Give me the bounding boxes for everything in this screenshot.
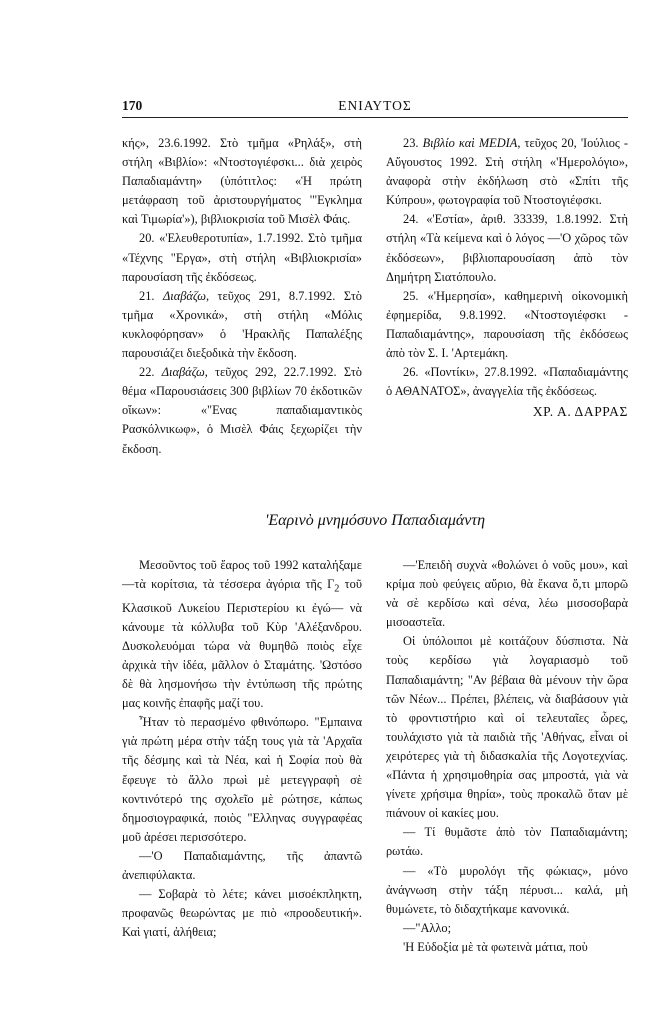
- entry-number: 21.: [139, 288, 163, 303]
- paragraph: 'Η Εὐδοξία μὲ τὰ φωτεινὰ μάτια, ποὺ: [403, 939, 588, 954]
- bibliography-entry: [122, 363, 362, 458]
- paragraph-text: Μεσοῦντος τοῦ ἔαρος τοῦ 1992 καταλήξαμε —τὰ κορίτσια, τὰ τέσσερα ἀγόρια τῆς: [122, 558, 362, 592]
- header-rule: [122, 117, 628, 118]
- author-signature: ΧΡ. Α. ΔΑΡΡΑΣ: [532, 404, 628, 419]
- entry-text: , τεῦχος 20, 'Ιούλιος - Αὔγουστος 1992. Στὴ στήλη «'Ημερολόγιο», ἀναφορὰ στὴν ἐκδήλωση στὸ «Σπίτι τῆς Κύπρου», φωτογραφία τοῦ Ντοστογιέφσκι.: [386, 136, 629, 208]
- publication-title: Διαβάζω: [163, 288, 206, 303]
- article-column-right: [386, 556, 628, 957]
- entry-text: , τεῦχος 292, 22.7.1992. Στὸ θέμα «Παρουσιάσεις 300 βιβλίων 70 ἐκδοτικῶν οἴκων»: «"Ενας παπαδιαμαντικὸς Ρασκόλνικωφ», ὁ Μισὲλ Φάις ξεχωρίζει τὴν ἔκδοση.: [122, 365, 362, 456]
- bibliography-column-right: [386, 134, 628, 401]
- class-subscript: 2: [334, 583, 340, 595]
- paragraph: Ἦταν τὸ περασμένο φθινόπωρο. "Εμπαινα γιὰ πρώτη μέρα στὴν τάξη τους γιὰ τὰ 'Αρχαῖα τῆς δέσμης καὶ τὰ Νέα, καὶ ἡ Σοφία ποὺ θὰ ἔφευγε τὸ ἄλλο πρωὶ μὲ μετεγγραφὴ σὲ κοντινότερό της σχολεῖο μὲ ρώτησε, κάπως δημοσιογραφικά, ποιὸς "Ελληνας συγγραφέας μοῦ ἀρέσει περισσότερο.: [122, 715, 362, 844]
- publication-title: Βιβλίο καὶ MEDIA: [422, 136, 518, 150]
- paragraph: —"Αλλο;: [403, 920, 452, 935]
- paragraph: [122, 556, 362, 713]
- publication-title: Διαβάζω: [161, 365, 205, 380]
- paragraph: — «Τὸ μυρολόγι τῆς φώκιας», μόνο ἀνάγνωση στὴν τάξη πέρυσι... καλά, μὴ θυμώνετε, τὸ διδαχτήκαμε κανονικά.: [386, 863, 628, 916]
- running-header: [122, 98, 628, 118]
- paragraph: — Σοβαρὰ τὸ λέτε; κάνει μισοέκπληκτη, προφανῶς θεωρώντας με πιὸ «προοδευτική». Καὶ γιατί, ἀλήθεια;: [122, 887, 362, 940]
- bibliography-entry: κής», 23.6.1992. Στὸ τμῆμα «Ρηλάξ», στὴ στήλη «Βιβλίο»: «Ντοστογιέφσκι... διὰ χειρὸς Παπαδιαμάντη» (ὑπότιτλος: «Ἡ πρώτη μετάφραση τοῦ ἀριστουργήματος '"Εγκλημα καὶ Τιμωρία'»), βιβλιοκρισία τοῦ Μισὲλ Φάις.: [122, 136, 362, 227]
- bibliography-entry: 26. «Ποντίκι», 27.8.1992. «Παπαδιαμάντης ὁ ΑΘΑΝΑΤΟΣ», ἀναγγελία τῆς ἐκδόσεως.: [386, 365, 628, 399]
- class-name: Γ: [327, 577, 335, 592]
- entry-text: , τεῦχος 291, 8.7.1992. Στὸ τμῆμα «Χρονικά», στὴ στήλη «Μόλις κυκλοφόρησαν» ὁ 'Ηρακλῆς Παπαλέξης παρουσιάζει διεξοδικὰ τὴν ἔκδοση.: [122, 288, 362, 361]
- bibliography-entry: [386, 134, 628, 210]
- paragraph: — Τί θυμᾶστε ἀπὸ τὸν Παπαδιαμάντη; ρωτάω.: [386, 825, 628, 859]
- page-number: 170: [122, 98, 143, 113]
- paragraph: —'Επειδὴ συχνὰ «θολώνει ὁ νοῦς μου», καὶ κρίμα ποὺ φεύγεις αὔριο, θὰ ἔκανα ὅ,τι μπορῶ νὰ σὲ κερδίσω καὶ σένα, λέω μισοσοβαρὰ μισοαστεῖα.: [386, 558, 628, 630]
- bibliography-column-left: [122, 134, 362, 459]
- bibliography-entry: [122, 287, 362, 363]
- bibliography-entry: 25. «'Ημερησία», καθημερινὴ οἰκονομικὴ ἐφημερίδα, 9.8.1992. «Ντοστογιέφσκι - Παπαδιαμάντης», παρουσίαση τῆς ἐκδόσεως ἀπὸ τὸν Σ. Ι. 'Αρτεμάκη.: [386, 288, 628, 361]
- paragraph-text: τοῦ Κλασικοῦ Λυκείου Περιστερίου κι ἐγώ— νὰ κάνουμε τὰ κόλλυβα τοῦ Κὺρ 'Αλέξανδρου. Δυσκολευόμαι τώρα νὰ θυμηθῶ ποιὸς εἶχε ἀρχικὰ τὴν ἰδέα, μᾶλλον ὁ Σταμάτης. 'Ωστόσο δὲ θὰ λησμονήσω τὴν ἐντύπωση τῆς πρώτης μας κοινῆς ἐπαφῆς μαζί του.: [122, 577, 362, 711]
- paragraph: Οἱ ὑπόλοιποι μὲ κοιτάζουν δύσπιστα. Νὰ τοὺς κερδίσω γιὰ λογαριασμὸ τοῦ Παπαδιαμάντη; "Αν βέβαια θὰ μένουν τὴν ὥρα τῶν Νέων... Πρέπει, βλέπεις, νὰ διαβάσουν γιὰ τὸ φροντιστήριο καὶ οἱ τελευταῖες ὧρες, τουλάχιστο γιὰ τὰ παιδιὰ τῆς 'Αθήνας, εἶναι οἱ χειρότερες γιὰ τὴ διδασκαλία τῆς Λογοτεχνίας. «Πάντα ἡ χρησιμοθηρία σας μπροστά, γιὰ νὰ γίνετε χρήσιμα θηρία», τοὺς προκαλῶ ὅταν μὲ πιάνουν οἱ κακίες μου.: [386, 634, 628, 821]
- bibliography-entry: 24. «'Εστία», ἀριθ. 33339, 1.8.1992. Στὴ στήλη «Τὰ κείμενα καὶ ὁ λόγος —'Ο χῶρος τῶν ἐκδόσεων», βιβλιοπαρουσίαση ἀπὸ τὸν Δημήτρη Σιατόπουλο.: [386, 212, 628, 284]
- running-title: ΕΝΙΑΥΤΟΣ: [338, 98, 412, 113]
- entry-number: 22.: [139, 365, 162, 380]
- article-title: 'Εαρινὸ μνημόσυνο Παπαδιαμάντη: [264, 512, 486, 529]
- paragraph: —'Ο Παπαδιαμάντης, τῆς ἀπαντῶ ἀνεπιφύλακτα.: [122, 848, 362, 882]
- article-column-left: [122, 556, 362, 942]
- entry-number: 23.: [403, 136, 423, 150]
- bibliography-entry: 20. «'Ελευθεροτυπία», 1.7.1992. Στὸ τμῆμα «Τέχνης "Εργα», στὴ στήλη «Βιβλιοκρισία» παρουσίαση τῆς ἐκδόσεως.: [122, 231, 362, 284]
